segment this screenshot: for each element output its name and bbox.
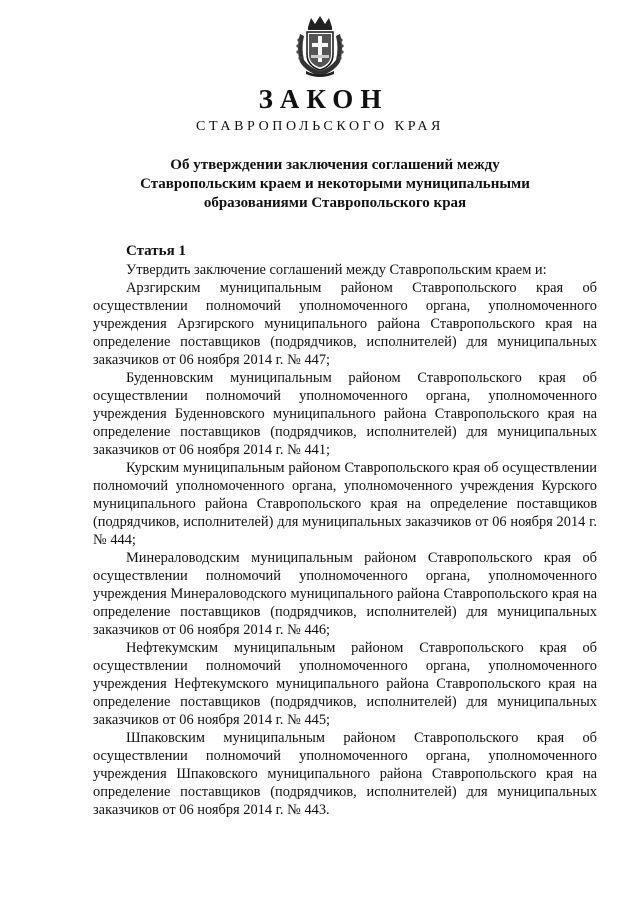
document-heading-line: Ставропольским краем и некоторыми муниципальными: [140, 176, 530, 192]
agreement-item: Минераловодским муниципальным районом Ставропольского края об осуществлении полномочий уполномоченного органа, уполномоченного учреждения Минераловодского муниципального района Ставропольского края на определение поставщиков (подрядчиков, исполнителей) для муниципальных заказчиков от 06 ноября 2014 г. № 446;: [93, 550, 597, 638]
article-title: Статья 1: [126, 243, 186, 259]
agreement-item: Нефтекумским муниципальным районом Ставропольского края об осуществлении полномочий уполномоченного органа, уполномоченного учреждения Нефтекумского муниципального района Ставропольского края на определение поставщиков (подрядчиков, исполнителей) для муниципальных заказчиков от 06 ноября 2014 г. № 445;: [93, 640, 597, 728]
agreement-item: Буденновским муниципальным районом Ставропольского края об осуществлении полномочий уполномоченного органа, уполномоченного учреждения Буденновского муниципального района Ставропольского края на определение поставщиков (подрядчиков, исполнителей) для муниципальных заказчиков от 06 ноября 2014 г. № 441;: [93, 370, 597, 458]
law-title: ЗАКОН: [258, 84, 389, 114]
document-heading-line: образованиями Ставропольского края: [203, 195, 467, 211]
agreement-item: Шпаковским муниципальным районом Ставропольского края об осуществлении полномочий уполномоченного органа, уполномоченного учреждения Шпаковского муниципального района Ставропольского края на определение поставщиков (подрядчиков, исполнителей) для муниципальных заказчиков от 06 ноября 2014 г. № 443.: [93, 730, 597, 818]
agreement-item: Арзгирским муниципальным районом Ставропольского края об осуществлении полномочий уполномоченного органа, уполномоченного учреждения Арзгирского муниципального района Ставропольского края на определение поставщиков (подрядчиков, исполнителей) для муниципальных заказчиков от 06 ноября 2014 г. № 447;: [93, 280, 597, 368]
law-subtitle: СТАВРОПОЛЬСКОГО КРАЯ: [196, 119, 444, 134]
document-heading: [140, 156, 530, 213]
article-body: [93, 261, 597, 819]
stavropol-coat-of-arms-icon: [294, 14, 346, 78]
article-intro: Утвердить заключение соглашений между Ставропольским краем и:: [126, 262, 547, 278]
document-heading-line: Об утверждении заключения соглашений между: [170, 157, 500, 173]
agreement-item: Курским муниципальным районом Ставропольского края об осуществлении полномочий уполномоченного органа, уполномоченного учреждения Курского муниципального района Ставропольского края на определение поставщиков (подрядчиков, исполнителей) для муниципальных заказчиков от 06 ноября 2014 г. № 444;: [93, 460, 597, 548]
